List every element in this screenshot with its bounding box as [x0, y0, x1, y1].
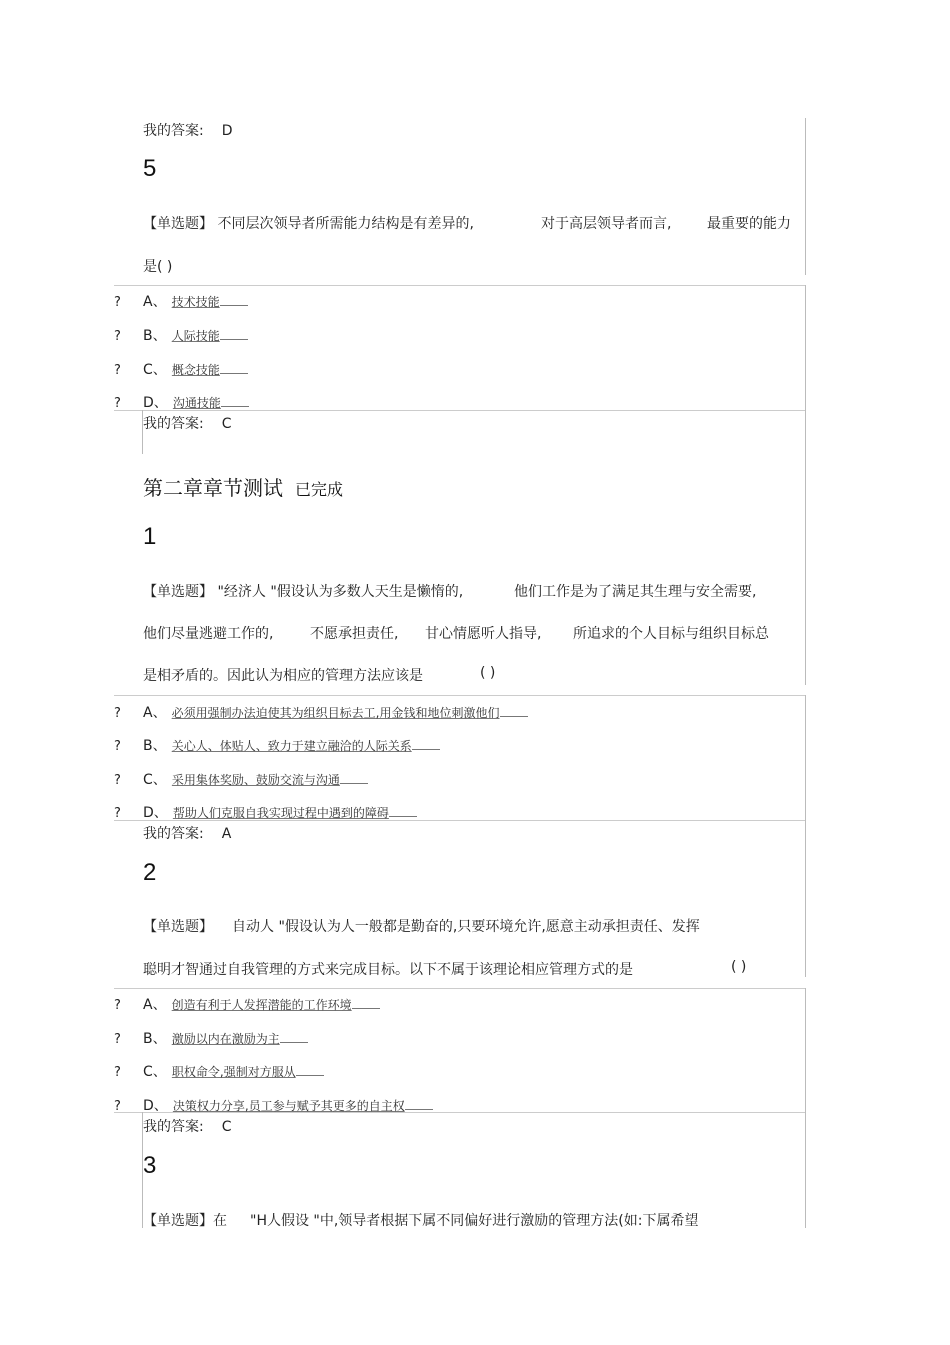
frame-line	[805, 118, 806, 275]
previous-answer	[143, 120, 233, 140]
bullet-icon: ?	[114, 329, 121, 344]
frame-line	[114, 695, 806, 696]
question-number: 3	[143, 1152, 157, 1179]
frame-line	[114, 988, 806, 989]
bullet-icon: ?	[114, 998, 121, 1013]
question-text-line: 【单选题】 不同层次领导者所需能力结构是有差异的,	[143, 216, 474, 232]
bullet-icon: ?	[114, 706, 121, 721]
answer-value: A	[221, 826, 232, 842]
question-text-line: 对于高层领导者而言,	[541, 216, 672, 232]
option-a[interactable]: A、 必须用强制办法迫使其为组织目标去工,用金钱和地位刺激他们	[143, 702, 528, 722]
bullet-icon: ?	[114, 1065, 121, 1080]
question-paren: ( )	[480, 665, 496, 681]
option-b[interactable]: B、 关心人、体贴人、致力于建立融洽的人际关系	[143, 735, 440, 755]
option-c[interactable]: C、 采用集体奖励、鼓励交流与沟通	[143, 769, 368, 789]
option-text[interactable]: 概念技能	[172, 363, 248, 377]
question-number: 5	[143, 155, 157, 182]
question-text-line: 聪明才智通过自我管理的方式来完成目标。以下不属于该理论相应管理方式的是	[143, 962, 633, 978]
option-item[interactable]	[114, 359, 121, 378]
option-a[interactable]: A、 技术技能	[143, 291, 248, 311]
answer-value: D	[221, 123, 233, 139]
frame-line	[805, 820, 806, 977]
bullet-icon: ?	[114, 773, 121, 788]
option-item[interactable]	[114, 392, 121, 411]
question-text-line: 【单选题】	[143, 919, 213, 935]
option-text[interactable]: 采用集体奖励、鼓励交流与沟通	[172, 773, 368, 787]
question-text-line: "H人假设 "中,领导者根据下属不同偏好进行激励的管理方法(如:下属希望	[250, 1213, 699, 1229]
option-text[interactable]: 关心人、体贴人、致力于建立融洽的人际关系	[172, 739, 440, 753]
frame-line	[805, 695, 806, 820]
answer-label: 我的答案:	[143, 826, 204, 842]
question-paren: ( )	[731, 959, 747, 975]
option-item[interactable]	[114, 1028, 121, 1047]
option-text[interactable]: 激励以内在激励为主	[172, 1032, 308, 1046]
bullet-icon: ?	[114, 1099, 121, 1114]
bullet-icon: ?	[114, 739, 121, 754]
option-d[interactable]: D、 帮助人们克服自我实现过程中遇到的障碍	[143, 802, 417, 822]
option-item[interactable]	[114, 735, 121, 754]
answer-label: 我的答案:	[143, 1119, 204, 1135]
frame-line	[805, 410, 806, 685]
option-b[interactable]: B、 人际技能	[143, 325, 248, 345]
option-text[interactable]: 创造有利于人发挥潜能的工作环境	[172, 998, 380, 1012]
question-text-line: 不愿承担责任,	[310, 626, 399, 642]
bullet-icon: ?	[114, 295, 121, 310]
question-text-line: 他们尽量逃避工作的,	[143, 626, 274, 642]
option-c[interactable]: C、 概念技能	[143, 359, 248, 379]
option-text[interactable]: 职权命令,强制对方服从	[172, 1065, 324, 1079]
question-text-line: 是( )	[143, 259, 173, 275]
option-b[interactable]: B、 激励以内在激励为主	[143, 1028, 308, 1048]
question-number: 1	[143, 523, 157, 550]
option-item[interactable]	[114, 802, 121, 821]
question-text-line: 【单选题】 "经济人 "假设认为多数人天生是懒惰的,	[143, 584, 464, 600]
option-text[interactable]: 帮助人们克服自我实现过程中遇到的障碍	[173, 806, 417, 820]
bullet-icon: ?	[114, 396, 121, 411]
option-text[interactable]: 沟通技能	[173, 396, 249, 410]
question-text-line: 自动人 "假设认为人一般都是勤奋的,只要环境允许,愿意主动承担责任、发挥	[232, 919, 700, 935]
chapter-heading	[143, 472, 343, 501]
option-item[interactable]	[114, 325, 121, 344]
option-item[interactable]	[114, 1061, 121, 1080]
option-d[interactable]: D、 决策权力分享,员工参与赋予其更多的自主权	[143, 1095, 433, 1115]
question-text-line: 是相矛盾的。因此认为相应的管理方法应该是	[143, 668, 423, 684]
option-item[interactable]	[114, 994, 121, 1013]
question-text-line: 所追求的个人目标与组织目标总	[573, 626, 769, 642]
option-text[interactable]: 人际技能	[172, 329, 248, 343]
option-text[interactable]: 技术技能	[172, 295, 248, 309]
answer-label: 我的答案:	[143, 416, 204, 432]
chapter-status: 已完成	[295, 480, 344, 499]
option-text[interactable]: 必须用强制办法迫使其为组织目标去工,用金钱和地位刺激他们	[172, 706, 528, 720]
my-answer	[143, 823, 231, 843]
my-answer	[143, 413, 232, 433]
option-item[interactable]	[114, 769, 121, 788]
chapter-title: 第二章章节测试	[143, 476, 283, 500]
question-text-line: 【单选题】在	[143, 1213, 227, 1229]
option-item[interactable]	[114, 1095, 121, 1114]
my-answer	[143, 1116, 232, 1136]
option-a[interactable]: A、 创造有利于人发挥潜能的工作环境	[143, 994, 380, 1014]
frame-line	[805, 1112, 806, 1228]
frame-line	[805, 285, 806, 410]
option-c[interactable]: C、 职权命令,强制对方服从	[143, 1061, 324, 1081]
option-item[interactable]	[114, 291, 121, 310]
question-text-line: 甘心情愿听人指导,	[425, 626, 542, 642]
answer-value: C	[221, 416, 232, 432]
bullet-icon: ?	[114, 1032, 121, 1047]
answer-label: 我的答案:	[143, 123, 204, 139]
frame-line	[114, 285, 806, 286]
question-text-line: 最重要的能力	[707, 216, 791, 232]
option-text[interactable]: 决策权力分享,员工参与赋予其更多的自主权	[173, 1099, 433, 1113]
frame-line	[805, 988, 806, 1112]
question-text-line: 他们工作是为了满足其生理与安全需要,	[514, 584, 757, 600]
question-number: 2	[143, 859, 157, 886]
option-d[interactable]: D、 沟通技能	[143, 392, 249, 412]
bullet-icon: ?	[114, 363, 121, 378]
bullet-icon: ?	[114, 806, 121, 821]
answer-value: C	[221, 1119, 232, 1135]
option-item[interactable]	[114, 702, 121, 721]
